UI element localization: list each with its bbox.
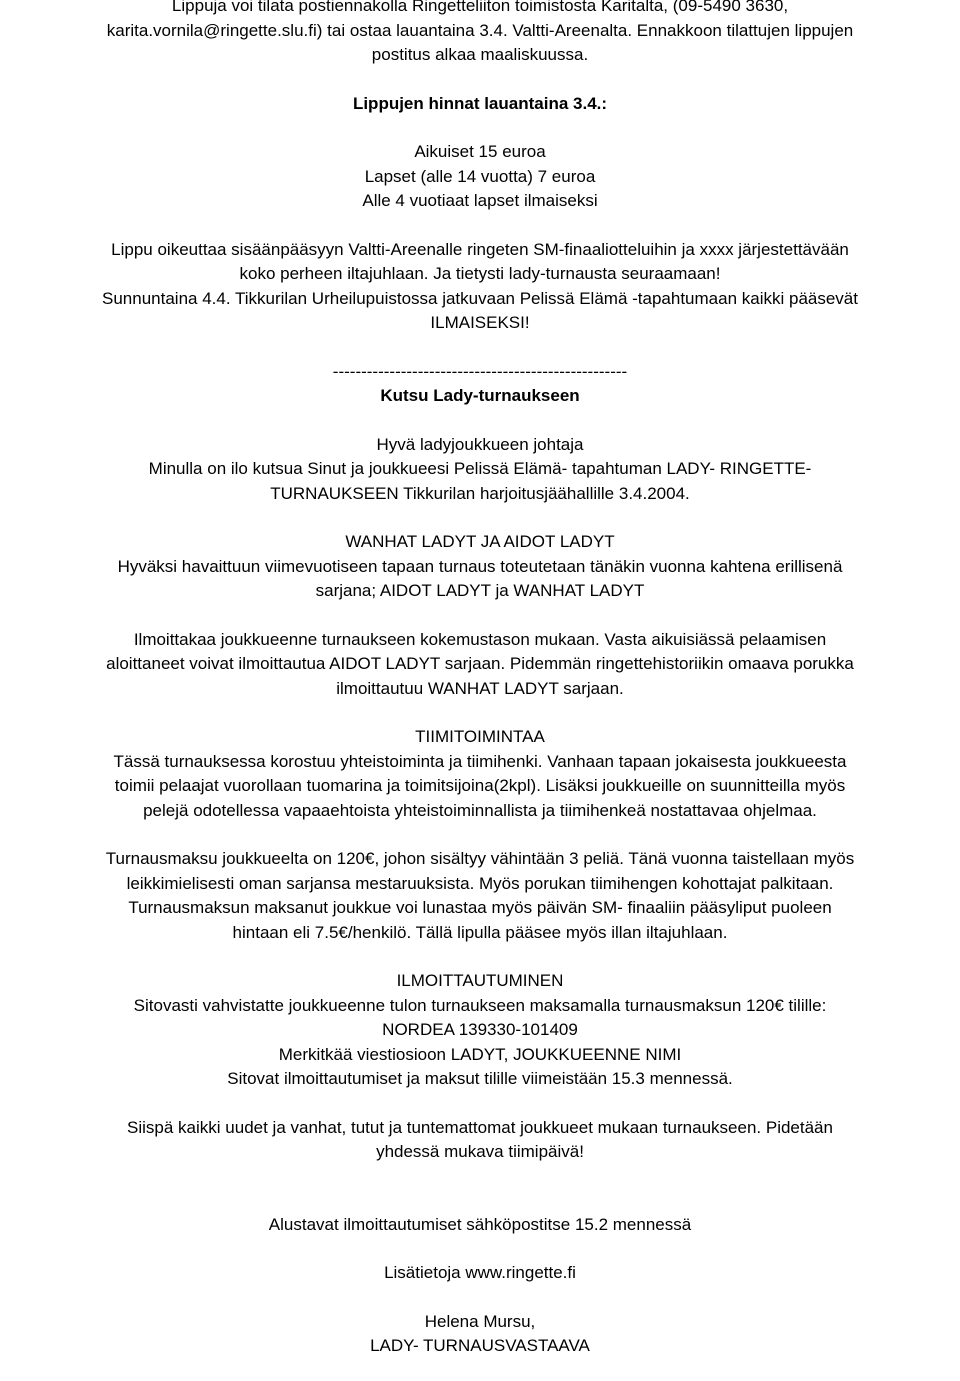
signup-line-4: Sitovat ilmoittautumiset ja maksut tilille viimeistään 15.3 mennessä. <box>227 1069 733 1088</box>
invite-heading: Kutsu Lady-turnaukseen <box>380 386 580 405</box>
preliminary-signup: Alustavat ilmoittautumiset sähköpostitse 15.2 mennessä <box>268 1214 692 1234</box>
signup-line-1: Sitovasti vahvistatte joukkueenne tulon turnaukseen maksamalla turnausmaksun 120€ tilille: <box>133 995 827 1015</box>
ticket-info-line-4: ILMAISEKSI! <box>430 313 530 332</box>
intro-line-1: Lippuja voi tilata postiennakolla Ringetteliiton toimistosta Karitalta, (09-5490 3630, <box>171 0 789 15</box>
divider-line: ---------------------------------------------------- <box>332 361 628 381</box>
series-line-1: Hyväksi havaittuun viimevuotiseen tapaan turnaus toteutetaan tänäkin vuonna kahtena erillisenä <box>117 556 843 576</box>
signature-name: Helena Mursu, <box>424 1311 536 1331</box>
team-line-1: Tässä turnauksessa korostuu yhteistoiminta ja tiimihenki. Vanhaan tapaan jokaisesta joukkueesta <box>113 751 847 771</box>
ticket-info-line-1: Lippu oikeuttaa sisäänpääsyyn Valtti-Areenalle ringeten SM-finaaliotteluihin ja xxxx järjestettävään <box>111 239 849 259</box>
registration-note-line-3: ilmoittautuu WANHAT LADYT sarjaan. <box>336 678 624 698</box>
fee-line-3: Turnausmaksun maksanut joukkue voi lunastaa myös päivän SM- finaaliin pääsyliput puoleen <box>128 898 832 917</box>
price-infants: Alle 4 vuotiaat lapset ilmaiseksi <box>362 191 598 210</box>
fee-line-2: leikkimielisesti oman sarjansa mestaruuksista. Myös porukan tiimihengen kohottajat palkitaan. <box>126 873 834 893</box>
intro-line-3: postitus alkaa maaliskuussa. <box>371 45 589 64</box>
series-line-2: sarjana; AIDOT LADYT ja WANHAT LADYT <box>315 581 645 600</box>
ticket-info-line-3: Sunnuntaina 4.4. Tikkurilan Urheilupuistossa jatkuvaan Pelissä Elämä -tapahtumaan kaikki pääsevät <box>102 288 858 308</box>
signature-title: LADY- TURNAUSVASTAAVA <box>370 1336 590 1355</box>
registration-note-line-1: Ilmoittakaa joukkueenne turnaukseen kokemustason mukaan. Vasta aikuisiässä pelaamisen <box>133 629 827 649</box>
prices-heading: Lippujen hinnat lauantaina 3.4.: <box>352 93 608 113</box>
invite-line-1: Minulla on ilo kutsua Sinut ja joukkueesi Pelissä Elämä- tapahtuman LADY- RINGETTE- <box>148 459 812 478</box>
series-heading: WANHAT LADYT JA AIDOT LADYT <box>345 532 615 551</box>
invite-line-2: TURNAUKSEEN Tikkurilan harjoitusjäähallille 3.4.2004. <box>270 483 690 503</box>
more-info: Lisätietoja www.ringette.fi <box>384 1263 576 1282</box>
ticket-info-line-2: koko perheen iltajuhlaan. Ja tietysti lady-turnausta seuraamaan! <box>239 264 721 283</box>
team-line-2: toimii pelaajat vuorollaan tuomarina ja toimitsijoina(2kpl). Lisäksi joukkueille on suunnitteilla myös <box>114 776 846 795</box>
signup-line-3: Merkitkää viestiosioon LADYT, JOUKKUEENNE NIMI <box>278 1044 682 1064</box>
closing-line-2: yhdessä mukava tiimipäivä! <box>376 1142 584 1161</box>
signup-heading: ILMOITTAUTUMINEN <box>396 971 564 990</box>
signup-account: NORDEA 139330-101409 <box>382 1020 578 1039</box>
price-children: Lapset (alle 14 vuotta) 7 euroa <box>364 166 596 186</box>
team-line-3: pelejä odotellessa vapaaehtoista yhteistoiminnallista ja tiimihenkeä nostattavaa ohjelmaa. <box>143 800 817 820</box>
closing-line-1: Siispä kaikki uudet ja vanhat, tutut ja tuntemattomat joukkueet mukaan turnaukseen. Pidetään <box>127 1117 833 1137</box>
team-heading: TIIMITOIMINTAA <box>415 727 545 746</box>
price-adults: Aikuiset 15 euroa <box>414 142 546 161</box>
fee-line-1: Turnausmaksu joukkueelta on 120€, johon sisältyy vähintään 3 peliä. Tänä vuonna taistellaan myös <box>105 849 855 868</box>
fee-line-4: hintaan eli 7.5€/henkilö. Tällä lipulla pääsee myös illan iltajuhlaan. <box>232 922 728 942</box>
intro-line-2: karita.vornila@ringette.slu.fi) tai ostaa lauantaina 3.4. Valtti-Areenalta. Ennakkoon tilattujen lippujen <box>106 20 854 40</box>
registration-note-line-2: aloittaneet voivat ilmoittautua AIDOT LADYT sarjaan. Pidemmän ringettehistoriikin omaava porukka <box>106 654 854 673</box>
invite-greeting: Hyvä ladyjoukkueen johtaja <box>376 434 584 454</box>
